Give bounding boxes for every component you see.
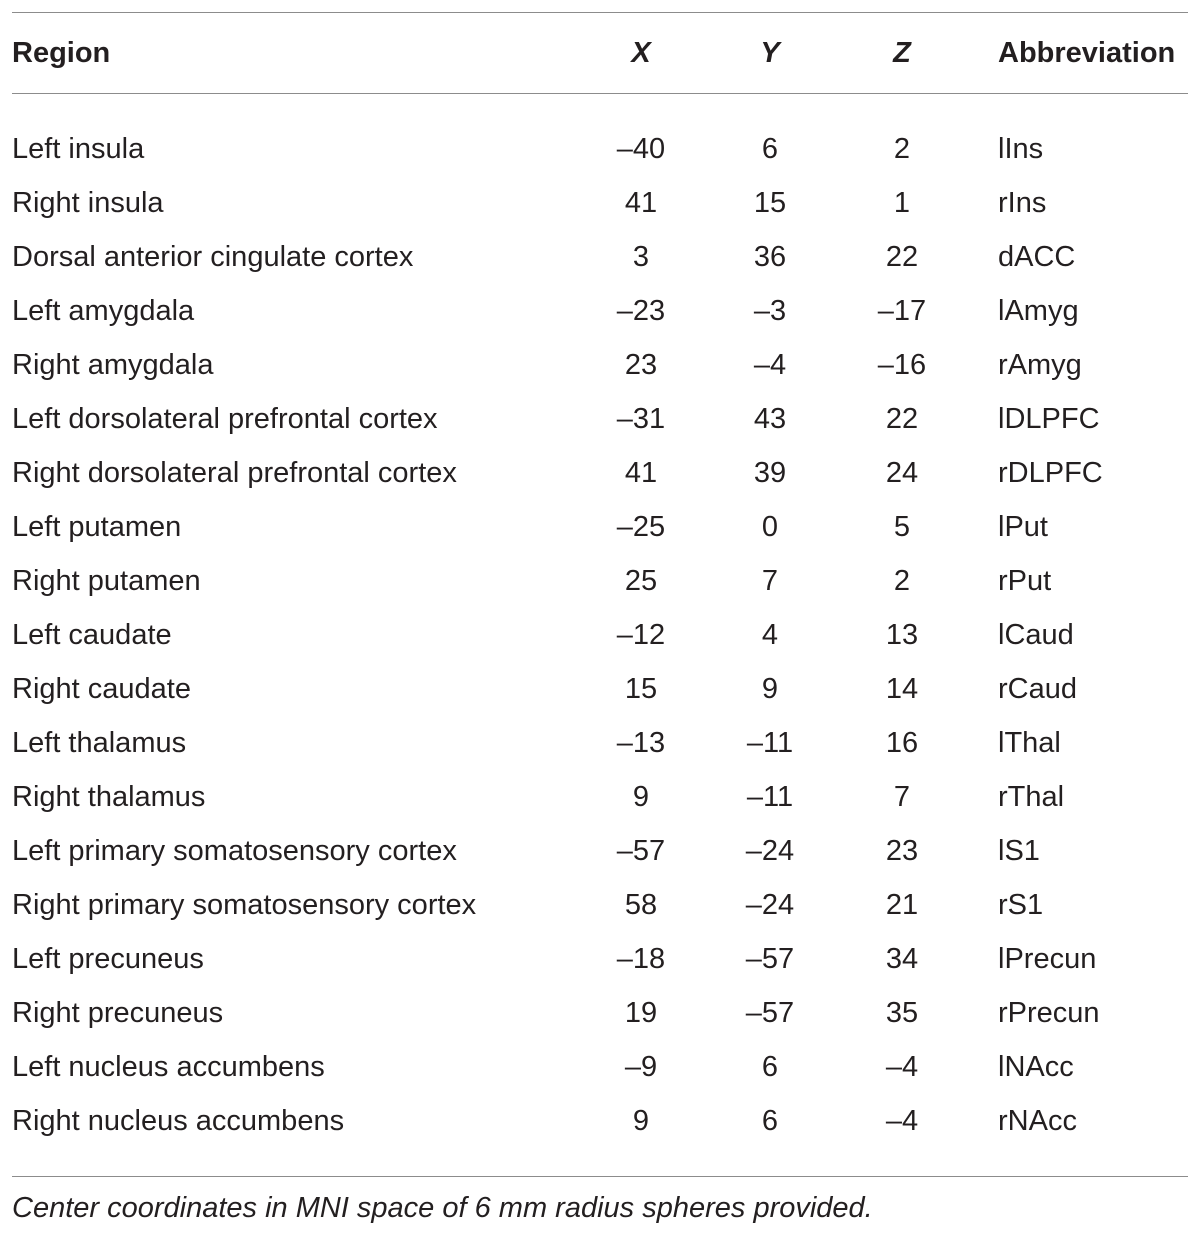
cell-region: Right amygdala <box>12 338 578 392</box>
cell-y: –11 <box>704 716 836 770</box>
table-footnote: Center coordinates in MNI space of 6 mm radius spheres provided. <box>12 1177 1188 1239</box>
table-row <box>12 1094 1188 1177</box>
cell-y: 15 <box>704 176 836 230</box>
cell-x: 41 <box>578 446 704 500</box>
cell-x: 41 <box>578 176 704 230</box>
cell-z: 1 <box>836 176 968 230</box>
cell-region: Left caudate <box>12 608 578 662</box>
cell-region: Left insula <box>12 94 578 177</box>
cell-x: –57 <box>578 824 704 878</box>
cell-x: –31 <box>578 392 704 446</box>
cell-abbreviation: rCaud <box>968 662 1188 716</box>
table-row <box>12 878 1188 932</box>
cell-region: Right dorsolateral prefrontal cortex <box>12 446 578 500</box>
cell-abbreviation: rIns <box>968 176 1188 230</box>
cell-region: Left primary somatosensory cortex <box>12 824 578 878</box>
cell-y: 6 <box>704 1094 836 1177</box>
cell-y: –57 <box>704 932 836 986</box>
cell-abbreviation: lIns <box>968 94 1188 177</box>
cell-z: 2 <box>836 554 968 608</box>
cell-abbreviation: lPut <box>968 500 1188 554</box>
cell-z: 21 <box>836 878 968 932</box>
cell-region: Left putamen <box>12 500 578 554</box>
cell-y: –11 <box>704 770 836 824</box>
cell-region: Right putamen <box>12 554 578 608</box>
cell-abbreviation: lNAcc <box>968 1040 1188 1094</box>
table-row <box>12 716 1188 770</box>
cell-x: –40 <box>578 94 704 177</box>
cell-x: 9 <box>578 770 704 824</box>
table-body <box>12 94 1188 1177</box>
column-header-y: Y <box>704 13 836 94</box>
cell-x: 19 <box>578 986 704 1040</box>
roi-coordinates-table <box>12 12 1188 1239</box>
cell-abbreviation: lPrecun <box>968 932 1188 986</box>
cell-abbreviation: rThal <box>968 770 1188 824</box>
cell-abbreviation: lCaud <box>968 608 1188 662</box>
table-row <box>12 1040 1188 1094</box>
table-row <box>12 986 1188 1040</box>
header-row <box>12 13 1188 94</box>
cell-region: Right caudate <box>12 662 578 716</box>
cell-x: 58 <box>578 878 704 932</box>
cell-x: –18 <box>578 932 704 986</box>
cell-region: Dorsal anterior cingulate cortex <box>12 230 578 284</box>
table-row <box>12 94 1188 177</box>
cell-region: Left dorsolateral prefrontal cortex <box>12 392 578 446</box>
cell-y: –24 <box>704 878 836 932</box>
table-row <box>12 176 1188 230</box>
cell-y: 7 <box>704 554 836 608</box>
column-header-abbreviation: Abbreviation <box>968 13 1188 94</box>
cell-z: 24 <box>836 446 968 500</box>
cell-z: 14 <box>836 662 968 716</box>
cell-z: 5 <box>836 500 968 554</box>
cell-abbreviation: rPut <box>968 554 1188 608</box>
table-row <box>12 770 1188 824</box>
cell-x: –25 <box>578 500 704 554</box>
cell-z: 35 <box>836 986 968 1040</box>
coordinates-table-container <box>12 12 1188 1239</box>
cell-abbreviation: lAmyg <box>968 284 1188 338</box>
cell-y: 39 <box>704 446 836 500</box>
cell-y: 0 <box>704 500 836 554</box>
cell-y: 6 <box>704 94 836 177</box>
cell-y: 4 <box>704 608 836 662</box>
table-row <box>12 230 1188 284</box>
cell-z: 23 <box>836 824 968 878</box>
table-row <box>12 284 1188 338</box>
cell-z: –17 <box>836 284 968 338</box>
cell-region: Right insula <box>12 176 578 230</box>
cell-y: 9 <box>704 662 836 716</box>
cell-z: 22 <box>836 230 968 284</box>
cell-x: –13 <box>578 716 704 770</box>
cell-abbreviation: lDLPFC <box>968 392 1188 446</box>
cell-region: Right thalamus <box>12 770 578 824</box>
cell-x: –9 <box>578 1040 704 1094</box>
cell-x: 23 <box>578 338 704 392</box>
cell-z: –16 <box>836 338 968 392</box>
cell-z: 7 <box>836 770 968 824</box>
table-row <box>12 554 1188 608</box>
table-row <box>12 392 1188 446</box>
cell-x: 3 <box>578 230 704 284</box>
cell-region: Right precuneus <box>12 986 578 1040</box>
cell-region: Left precuneus <box>12 932 578 986</box>
cell-region: Left amygdala <box>12 284 578 338</box>
cell-z: –4 <box>836 1040 968 1094</box>
cell-abbreviation: dACC <box>968 230 1188 284</box>
cell-z: 16 <box>836 716 968 770</box>
cell-region: Left nucleus accumbens <box>12 1040 578 1094</box>
table-row <box>12 662 1188 716</box>
cell-region: Right nucleus accumbens <box>12 1094 578 1177</box>
table-row <box>12 824 1188 878</box>
cell-x: 25 <box>578 554 704 608</box>
table-row <box>12 608 1188 662</box>
cell-abbreviation: rS1 <box>968 878 1188 932</box>
cell-abbreviation: lThal <box>968 716 1188 770</box>
cell-region: Left thalamus <box>12 716 578 770</box>
cell-y: –24 <box>704 824 836 878</box>
table-row <box>12 500 1188 554</box>
cell-x: 9 <box>578 1094 704 1177</box>
table-row <box>12 446 1188 500</box>
cell-region: Right primary somatosensory cortex <box>12 878 578 932</box>
cell-z: 22 <box>836 392 968 446</box>
cell-y: –57 <box>704 986 836 1040</box>
column-header-region: Region <box>12 13 578 94</box>
cell-z: 34 <box>836 932 968 986</box>
cell-abbreviation: lS1 <box>968 824 1188 878</box>
cell-y: 36 <box>704 230 836 284</box>
cell-y: 6 <box>704 1040 836 1094</box>
cell-y: 43 <box>704 392 836 446</box>
cell-y: –4 <box>704 338 836 392</box>
cell-abbreviation: rNAcc <box>968 1094 1188 1177</box>
cell-z: –4 <box>836 1094 968 1177</box>
cell-x: –12 <box>578 608 704 662</box>
table-footer <box>12 1177 1188 1239</box>
footnote-row <box>12 1177 1188 1239</box>
cell-z: 2 <box>836 94 968 177</box>
column-header-z: Z <box>836 13 968 94</box>
cell-abbreviation: rDLPFC <box>968 446 1188 500</box>
table-row <box>12 338 1188 392</box>
table-row <box>12 932 1188 986</box>
table-header <box>12 13 1188 94</box>
cell-abbreviation: rPrecun <box>968 986 1188 1040</box>
cell-x: –23 <box>578 284 704 338</box>
cell-z: 13 <box>836 608 968 662</box>
cell-abbreviation: rAmyg <box>968 338 1188 392</box>
column-header-x: X <box>578 13 704 94</box>
cell-y: –3 <box>704 284 836 338</box>
cell-x: 15 <box>578 662 704 716</box>
